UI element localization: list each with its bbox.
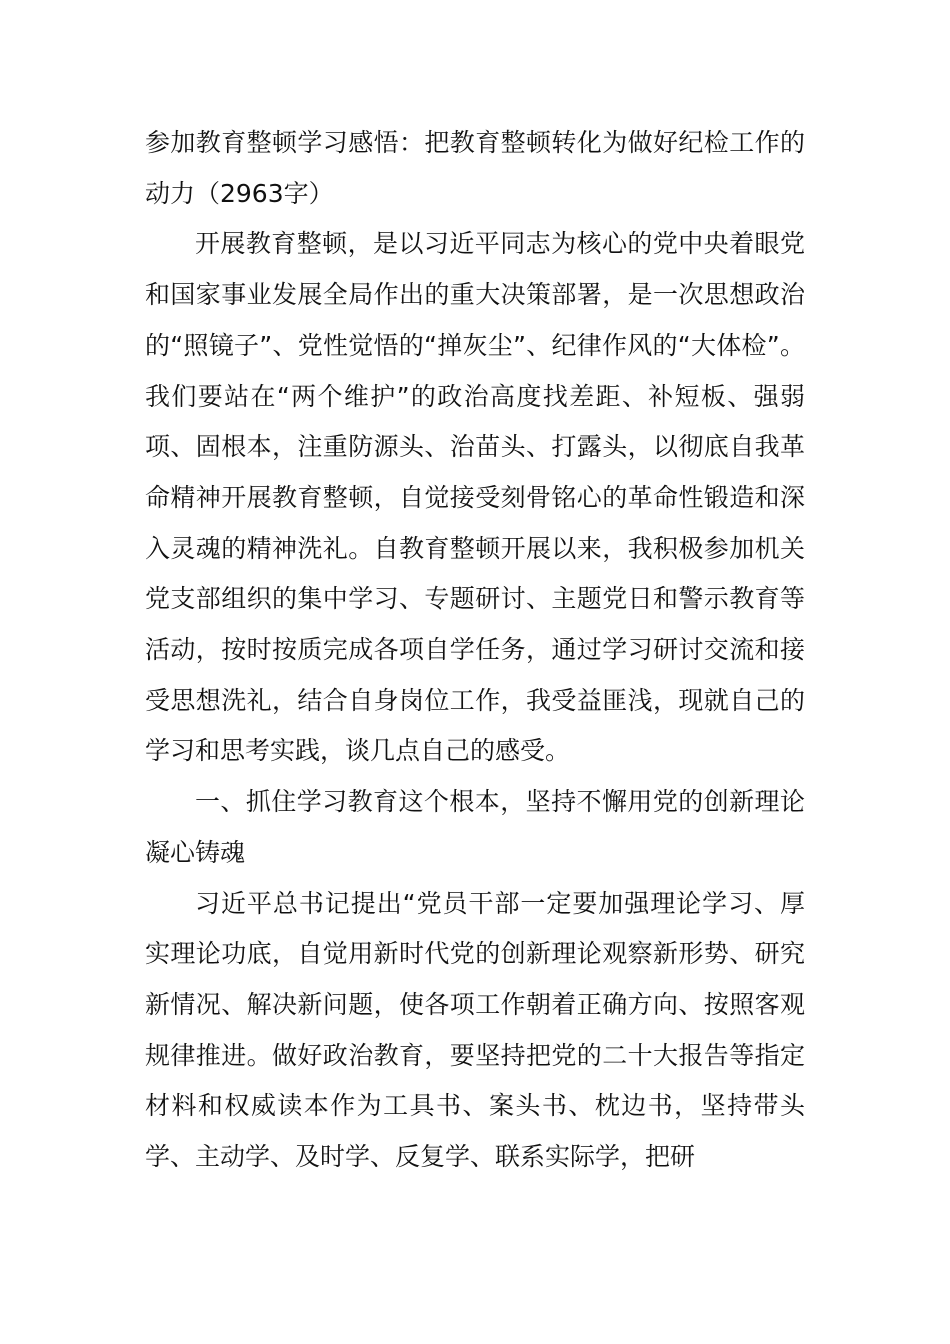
section-heading-1: 一、抓住学习教育这个根本，坚持不懈用党的创新理论凝心铸魂 [145, 787, 805, 867]
paragraph-intro: 开展教育整顿，是以习近平同志为核心的党中央着眼党和国家事业发展全局作出的重大决策部署，是一次思想政治的“照镜子”、党性觉悟的“掸灰尘”、纪律作风的“大体检”。我们要站在“两个维护”的政治高度找差距、补短板、强弱项、固根本，注重防源头、治苗头、打露头，以彻底自我革命精神开展教育整顿，自觉接受刻骨铭心的革命性锻造和深入灵魂的精神洗礼。自教育整顿开展以来，我积极参加机关党支部组织的集中学习、专题研讨、主题党日和警示教育等活动，按时按质完成各项自学任务，通过学习研讨交流和接受思想洗礼，结合自身岗位工作，我受益匪浅，现就自己的学习和思考实践，谈几点自己的感受。 [145, 229, 805, 766]
document-title: 参加教育整顿学习感悟：把教育整顿转化为做好纪检工作的动力（2963字） [145, 128, 805, 208]
document-body [145, 118, 805, 1183]
paragraph-section-1: 习近平总书记提出“党员干部一定要加强理论学习、厚实理论功底，自觉用新时代党的创新理论观察新形势、研究新情况、解决新问题，使各项工作朝着正确方向、按照客观规律推进。做好政治教育，要坚持把党的二十大报告等指定材料和权威读本作为工具书、案头书、枕边书，坚持带头学、主动学、及时学、反复学、联系实际学，把研 [145, 888, 805, 1172]
